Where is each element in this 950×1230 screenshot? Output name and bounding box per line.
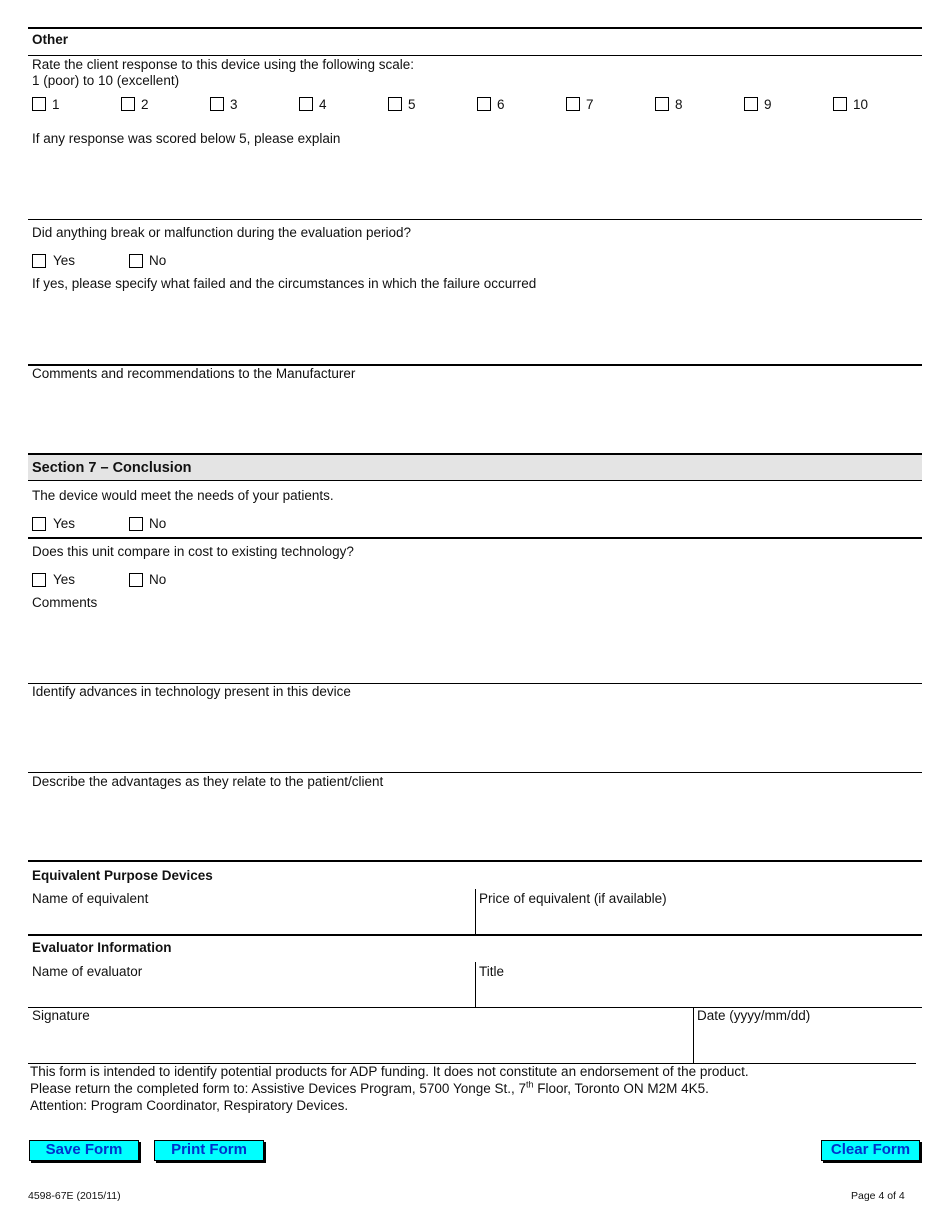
below5-label: If any response was scored below 5, please explain: [32, 131, 341, 146]
column-divider: [475, 889, 476, 934]
evaluator-name-field[interactable]: [28, 981, 474, 1006]
meet-needs-question: The device would meet the needs of your patients.: [32, 488, 334, 503]
page-number: Page 4 of 4: [851, 1190, 905, 1202]
equivalent-price-label: Price of equivalent (if available): [479, 891, 667, 906]
rating-checkbox-4[interactable]: [299, 97, 313, 111]
form-id: 4598-67E (2015/11): [28, 1190, 121, 1202]
date-field[interactable]: [695, 1026, 922, 1062]
comments-label: Comments: [32, 595, 98, 610]
no-label: No: [149, 572, 167, 587]
yes-label: Yes: [53, 572, 76, 587]
rating-checkbox-1[interactable]: [32, 97, 46, 111]
rating-checkbox-9[interactable]: [744, 97, 758, 111]
advantages-label: Describe the advantages as they relate to the patient/client: [32, 774, 384, 789]
comments-field[interactable]: [28, 613, 922, 681]
manufacturer-comments-field[interactable]: [28, 384, 922, 450]
rate-instruction: Rate the client response to this device using the following scale:: [32, 57, 414, 72]
rating-label: 10: [853, 97, 869, 112]
evaluator-title-field[interactable]: [477, 981, 922, 1006]
notice-line-3: Attention: Program Coordinator, Respiratory Devices.: [30, 1098, 349, 1113]
rating-label: 6: [497, 97, 505, 112]
rating-label: 1: [52, 97, 60, 112]
cost-yes-checkbox[interactable]: [32, 573, 46, 587]
below5-explanation-field[interactable]: [28, 149, 922, 217]
rate-scale-description: 1 (poor) to 10 (excellent): [32, 73, 180, 88]
notice-ordinal-suffix: th: [526, 1079, 534, 1090]
save-form-button[interactable]: Save Form: [29, 1140, 139, 1161]
other-heading-rule: [28, 55, 922, 56]
rating-checkbox-8[interactable]: [655, 97, 669, 111]
equivalent-heading: Equivalent Purpose Devices: [32, 868, 213, 883]
rating-checkbox-5[interactable]: [388, 97, 402, 111]
advances-field[interactable]: [28, 702, 922, 770]
rating-label: 8: [675, 97, 683, 112]
rule: [28, 860, 922, 862]
column-divider: [475, 962, 476, 1007]
yes-label: Yes: [53, 516, 76, 531]
rating-checkbox-10[interactable]: [833, 97, 847, 111]
malfunction-yes-checkbox[interactable]: [32, 254, 46, 268]
section7-title: Section 7 – Conclusion: [32, 460, 192, 476]
rating-checkbox-7[interactable]: [566, 97, 580, 111]
meet-needs-yes-checkbox[interactable]: [32, 517, 46, 531]
meet-needs-no-checkbox[interactable]: [129, 517, 143, 531]
evaluator-title-label: Title: [479, 964, 505, 979]
rule: [28, 934, 922, 936]
rating-label: 4: [319, 97, 327, 112]
print-form-button[interactable]: Print Form: [154, 1140, 264, 1161]
yes-label: Yes: [53, 253, 76, 268]
rule: [28, 537, 922, 539]
rating-label: 3: [230, 97, 238, 112]
cost-question: Does this unit compare in cost to existing technology?: [32, 544, 354, 559]
equivalent-name-label: Name of equivalent: [32, 891, 149, 906]
advances-label: Identify advances in technology present in this device: [32, 684, 351, 699]
rating-label: 9: [764, 97, 772, 112]
signature-label: Signature: [32, 1008, 90, 1023]
section7-header: [28, 453, 922, 481]
other-heading: Other: [32, 32, 69, 47]
advantages-field[interactable]: [28, 792, 922, 858]
date-label: Date (yyyy/mm/dd): [697, 1008, 811, 1023]
no-label: No: [149, 253, 167, 268]
rating-checkbox-2[interactable]: [121, 97, 135, 111]
rating-label: 2: [141, 97, 149, 112]
notice-line-2: [30, 1081, 709, 1097]
column-divider: [693, 1007, 694, 1063]
notice-line-1: This form is intended to identify potential products for ADP funding. It does not constitute an endorsement of the product.: [30, 1064, 749, 1079]
rating-checkbox-3[interactable]: [210, 97, 224, 111]
no-label: No: [149, 516, 167, 531]
rating-checkbox-6[interactable]: [477, 97, 491, 111]
rating-label: 5: [408, 97, 416, 112]
equivalent-name-field[interactable]: [28, 908, 474, 933]
rule: [28, 219, 922, 220]
malfunction-question: Did anything break or malfunction during the evaluation period?: [32, 225, 411, 240]
signature-field[interactable]: [28, 1026, 692, 1062]
notice-address-text: Floor, Toronto ON M2M 4K5.: [533, 1081, 709, 1096]
clear-form-button[interactable]: Clear Form: [821, 1140, 920, 1161]
rule: [28, 772, 922, 773]
other-top-rule: [28, 27, 922, 29]
equivalent-price-field[interactable]: [477, 908, 922, 933]
failure-label: If yes, please specify what failed and the circumstances in which the failure occurred: [32, 276, 537, 291]
cost-no-checkbox[interactable]: [129, 573, 143, 587]
malfunction-no-checkbox[interactable]: [129, 254, 143, 268]
manufacturer-comments-label: Comments and recommendations to the Manufacturer: [32, 366, 356, 381]
evaluator-heading: Evaluator Information: [32, 940, 172, 955]
evaluator-name-label: Name of evaluator: [32, 964, 143, 979]
notice-address-text: Please return the completed form to: Assistive Devices Program, 5700 Yonge St., 7: [30, 1081, 527, 1096]
rating-label: 7: [586, 97, 594, 112]
failure-description-field[interactable]: [28, 294, 922, 362]
